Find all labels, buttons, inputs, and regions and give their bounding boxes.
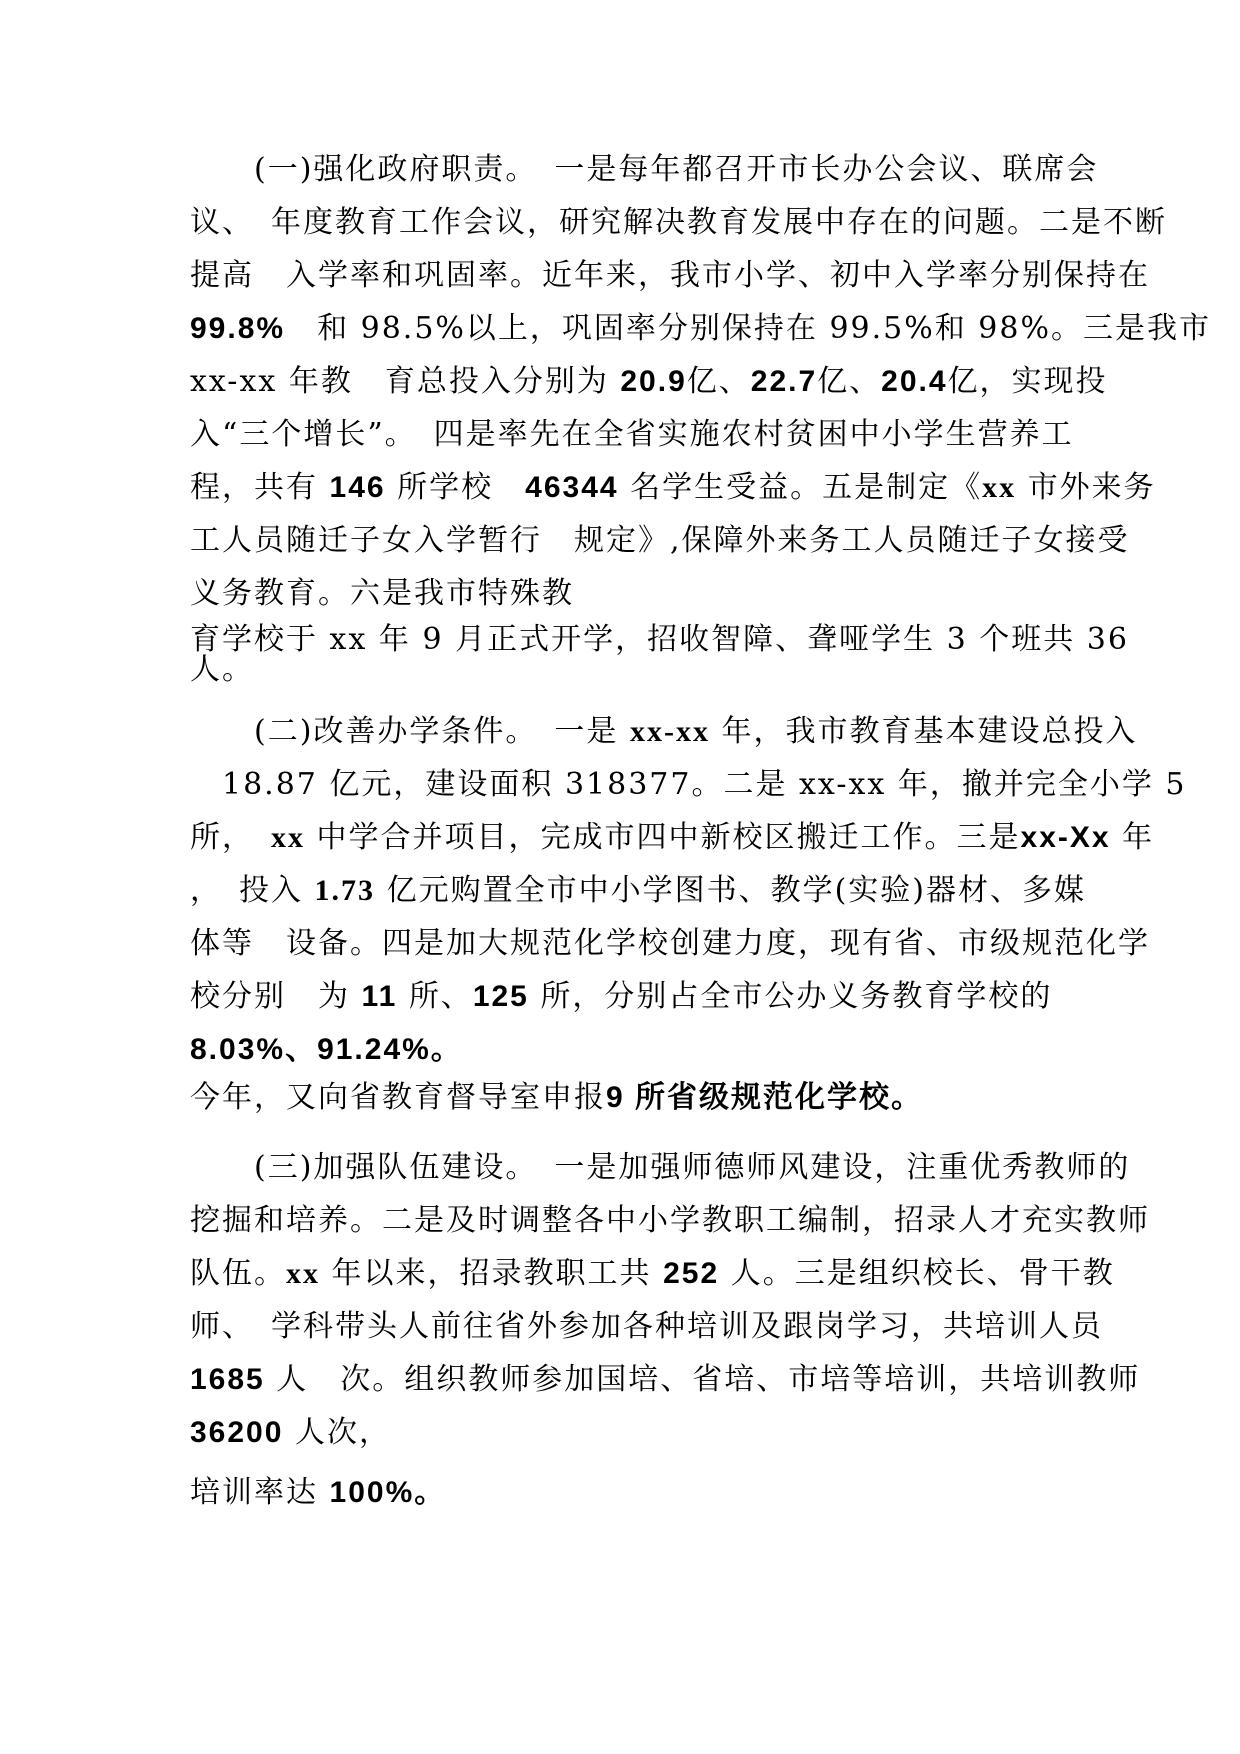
bold-number: 20.9 <box>620 365 687 398</box>
bold-number: 20.4 <box>881 365 948 398</box>
text-run: 所、 <box>408 979 473 1014</box>
para3-line4 <box>190 1307 1103 1347</box>
para3-line5 <box>190 1360 1140 1400</box>
para1-line8 <box>190 521 1130 561</box>
text-run: 年以来，招录教职工共 <box>331 1256 652 1291</box>
para1-line9 <box>190 574 574 614</box>
text-run: 义务教育。六是我市特殊教 <box>190 576 574 611</box>
text-run: 18.87 亿元，建设面积 318377。二是 xx-xx 年，撤并完全小学 5 <box>190 767 1187 802</box>
bold-text: xx <box>982 471 1017 504</box>
bold-text: xx <box>286 1257 320 1290</box>
para3-line3 <box>190 1254 1115 1294</box>
text-run: 所学校 <box>397 470 494 505</box>
text-run: 人。 <box>190 652 254 687</box>
text-run: 人。三是组织校长、骨干教 <box>730 1256 1115 1291</box>
para1-line3 <box>190 256 1150 296</box>
para1-line5 <box>190 362 1108 402</box>
text-run: 年，我市教育基本建设总投入 <box>721 714 1138 749</box>
text-run: 亿、 <box>686 364 751 399</box>
text-run: 程，共有 <box>190 470 318 505</box>
bold-number: 146 <box>329 471 386 504</box>
bold-number: 11 <box>361 980 398 1013</box>
bold-number: 99.8% <box>190 312 286 345</box>
text-run: 亿、 <box>817 364 882 399</box>
bold-number: 22.7 <box>750 365 818 398</box>
text-run: 入“三个增长”。 四是率先在全省实施农村贫困中小学生营养工 <box>190 417 1074 452</box>
text-run: 挖掘和培养。二是及时调整各中小学教职工编制，招录人才充实教师 <box>190 1203 1150 1238</box>
bold-number: 46344 <box>525 471 619 504</box>
text-run: 亿元购置全市中小学图书、教学(实验)器材、多媒 <box>386 873 1087 908</box>
text-run: 中学合并项目，完成市四中新校区搬迁工作。三是 <box>316 820 1021 855</box>
text-run: 亿，实现投 <box>947 364 1108 399</box>
text-run: (一)强化政府职责。 一是每年都召开市长办公会议、联席会 <box>190 152 1099 187</box>
bold-text: xx-xx <box>629 715 710 748</box>
para3-line2 <box>190 1201 1150 1241</box>
text-run: 名学生受益。五是制定《 <box>630 470 983 505</box>
para1-line7 <box>190 468 1156 508</box>
bold-number: 8.03%、91.24%。 <box>190 1033 463 1066</box>
para2-line3 <box>190 818 1154 858</box>
text-run: 提高 入学率和巩固率。近年来，我市小学、初中入学率分别保持在 <box>190 258 1150 293</box>
bold-number: 125 <box>472 980 529 1013</box>
text-run: 体等 设备。四是加大规范化学校创建力度，现有省、市级规范化学 <box>190 926 1150 961</box>
text-run: (三)加强队伍建设。 一是加强师德师风建设，注重优秀教师的 <box>190 1150 1131 1185</box>
bold-number: 252 <box>663 1257 720 1290</box>
text-run: 队伍。 <box>190 1256 286 1291</box>
text-run: 和 98.5%以上，巩固率分别保持在 99.5%和 98%。三是我市 <box>285 311 1211 346</box>
bold-text: xx <box>271 821 305 854</box>
para1-line6 <box>190 415 1074 455</box>
bold-number: 100%。 <box>329 1476 447 1509</box>
text-run: xx-xx 年教 育总投入分别为 <box>190 364 609 399</box>
text-run: 议、 年度教育工作会议，研究解决教育发展中存在的问题。二是不断 <box>190 205 1167 240</box>
text-run: 师、 学科带头人前往省外参加各种培训及跟岗学习，共培训人员 <box>190 1309 1103 1344</box>
text-run: 市外来务 <box>1027 470 1156 505</box>
text-run: 所， <box>190 820 239 855</box>
text-run: (二)改善办学条件。 一是 <box>190 714 619 749</box>
text-run: 校分别 为 <box>190 979 350 1014</box>
para2-line1 <box>190 712 1138 752</box>
bold-number: 1685 <box>190 1363 265 1396</box>
text-run: 人 次。组织教师参加国培、省培、市培等培训，共培训教师 <box>276 1362 1141 1397</box>
text-run: 培训率达 <box>190 1475 318 1510</box>
para1-line10 <box>190 620 1129 660</box>
para1-line4 <box>190 309 1211 349</box>
para1-line1 <box>190 150 1098 190</box>
text-run: 人次， <box>294 1415 391 1450</box>
para2-line5 <box>190 924 1150 964</box>
para3-line6 <box>190 1413 391 1453</box>
para3-line7 <box>190 1473 446 1513</box>
para1-line2 <box>190 203 1167 243</box>
bold-text: 9 所省级规范化学校。 <box>606 1081 924 1114</box>
text-run: 所，分别占全市公办义务教育学校的 <box>540 979 1053 1014</box>
para2-line7 <box>190 1030 463 1070</box>
para2-line2 <box>190 765 1186 805</box>
bold-number: 36200 <box>190 1416 284 1449</box>
bold-number: 1.73 <box>314 874 376 907</box>
text-run: 今年，又向省教育督导室申报 <box>190 1080 606 1115</box>
text-run: 工人员随迁子女入学暂行 规定》,保障外来务工人员随迁子女接受 <box>190 523 1130 558</box>
para3-line1 <box>190 1148 1130 1188</box>
bold-number: xx-Xx <box>1020 821 1111 854</box>
text-run: ， 投入 <box>190 873 303 908</box>
para1-line11 <box>190 650 254 690</box>
text-run: 育学校于 xx 年 9 月正式开学，招收智障、聋哑学生 3 个班共 36 <box>190 622 1129 657</box>
para2-line6 <box>190 977 1052 1017</box>
para2-line8 <box>190 1078 923 1118</box>
text-run: 年 <box>1122 820 1155 855</box>
para2-line4 <box>190 871 1086 911</box>
